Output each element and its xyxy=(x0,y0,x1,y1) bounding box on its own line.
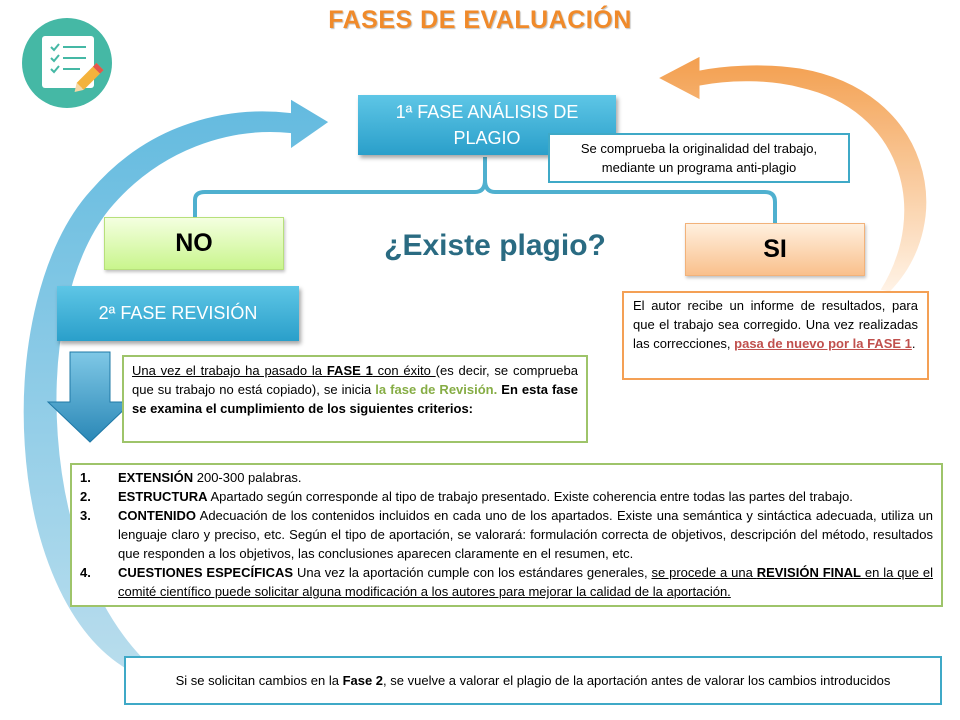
fase1-note-line1: Se comprueba la originalidad del trabajo, xyxy=(580,141,818,156)
fase2-note-t1c: con éxito xyxy=(372,363,436,378)
si-note-link: pasa de nuevo por la FASE 1 xyxy=(734,336,912,351)
fase1-line1: 1ª FASE ANÁLISIS DE xyxy=(395,102,579,122)
footer-note-t2: , se vuelve a valorar el plagio de la aportación antes de valorar los cambios introducidos xyxy=(383,673,891,688)
criteria-text: Apartado según corresponde al tipo de trabajo presentado. Existe coherencia entre todas las partes del trabajo. xyxy=(207,489,853,504)
si-note-end: . xyxy=(911,336,916,351)
checklist-pencil-icon xyxy=(42,36,104,96)
criteria-item xyxy=(80,468,933,487)
criteria-text: Una vez la aportación cumple con los estándares generales, xyxy=(293,565,652,580)
criteria-title: EXTENSIÓN xyxy=(118,470,194,485)
criteria-title: ESTRUCTURA xyxy=(118,489,208,504)
criteria-u1: se procede a una xyxy=(651,565,757,580)
criteria-text: Adecuación de los contenidos incluidos en cada uno de los apartados. Existe una semántica y sintáctica adecuada, utiliza un lenguaje claro y preciso, etc. Según el tipo de aportación, se valorará: formulación correcta de objetivos, descripción del método, resultados que responden a los objetivos, las conclusiones aparecen claramente en el resumen, etc. xyxy=(118,508,933,561)
footer-note-t1: Si se solicitan cambios en la xyxy=(175,673,343,688)
fase2-note xyxy=(122,355,588,443)
no-box: NO xyxy=(104,217,284,270)
criteria-number: 4. xyxy=(80,565,91,580)
fase2-note-t2: (es decir, se comprueba que su trabajo no está copiado), se inicia xyxy=(132,363,578,397)
criteria-list xyxy=(70,463,943,607)
fase2-note-t1b: FASE 1 xyxy=(326,363,373,378)
fase2-note-green: la fase de Revisión. xyxy=(375,382,498,397)
criteria-item xyxy=(80,487,933,506)
fase2-box: 2ª FASE REVISIÓN xyxy=(57,286,299,341)
criteria-number: 1. xyxy=(80,470,91,485)
criteria-u2: en la que el comité científico puede solicitar alguna modificación a los autores para mejorar la calidad de la aportación. xyxy=(118,565,933,599)
criteria-title: CUESTIONES ESPECÍFICAS xyxy=(118,565,294,580)
criteria-u1b: REVISIÓN FINAL xyxy=(756,565,861,580)
fase1-line2: PLAGIO xyxy=(453,128,521,148)
fase1-note xyxy=(548,133,850,183)
si-box: SI xyxy=(685,223,865,276)
criteria-number: 2. xyxy=(80,489,91,504)
fase2-note-t1: Una vez el trabajo ha pasado la xyxy=(132,363,327,378)
plagiarism-question: ¿Existe plagio? xyxy=(384,229,606,262)
footer-note-bold: Fase 2 xyxy=(342,673,384,688)
si-note-text: El autor recibe un informe de resultados, para que el trabajo sea corregido. Una vez realizadas las correcciones, xyxy=(633,298,918,351)
fase1-note-line2: mediante un programa anti-plagio xyxy=(601,160,797,175)
criteria-text: 200-300 palabras. xyxy=(193,470,302,485)
si-note xyxy=(622,291,929,380)
fase2-note-bold: En esta fase se examina el cumplimiento de los siguientes criterios: xyxy=(132,382,578,416)
page-title: FASES DE EVALUACIÓN xyxy=(328,6,632,34)
criteria-number: 3. xyxy=(80,508,91,523)
criteria-item xyxy=(80,506,933,563)
footer-note xyxy=(124,656,942,705)
criteria-title: CONTENIDO xyxy=(118,508,196,523)
down-arrow-icon xyxy=(48,352,132,442)
criteria-item xyxy=(80,563,933,601)
